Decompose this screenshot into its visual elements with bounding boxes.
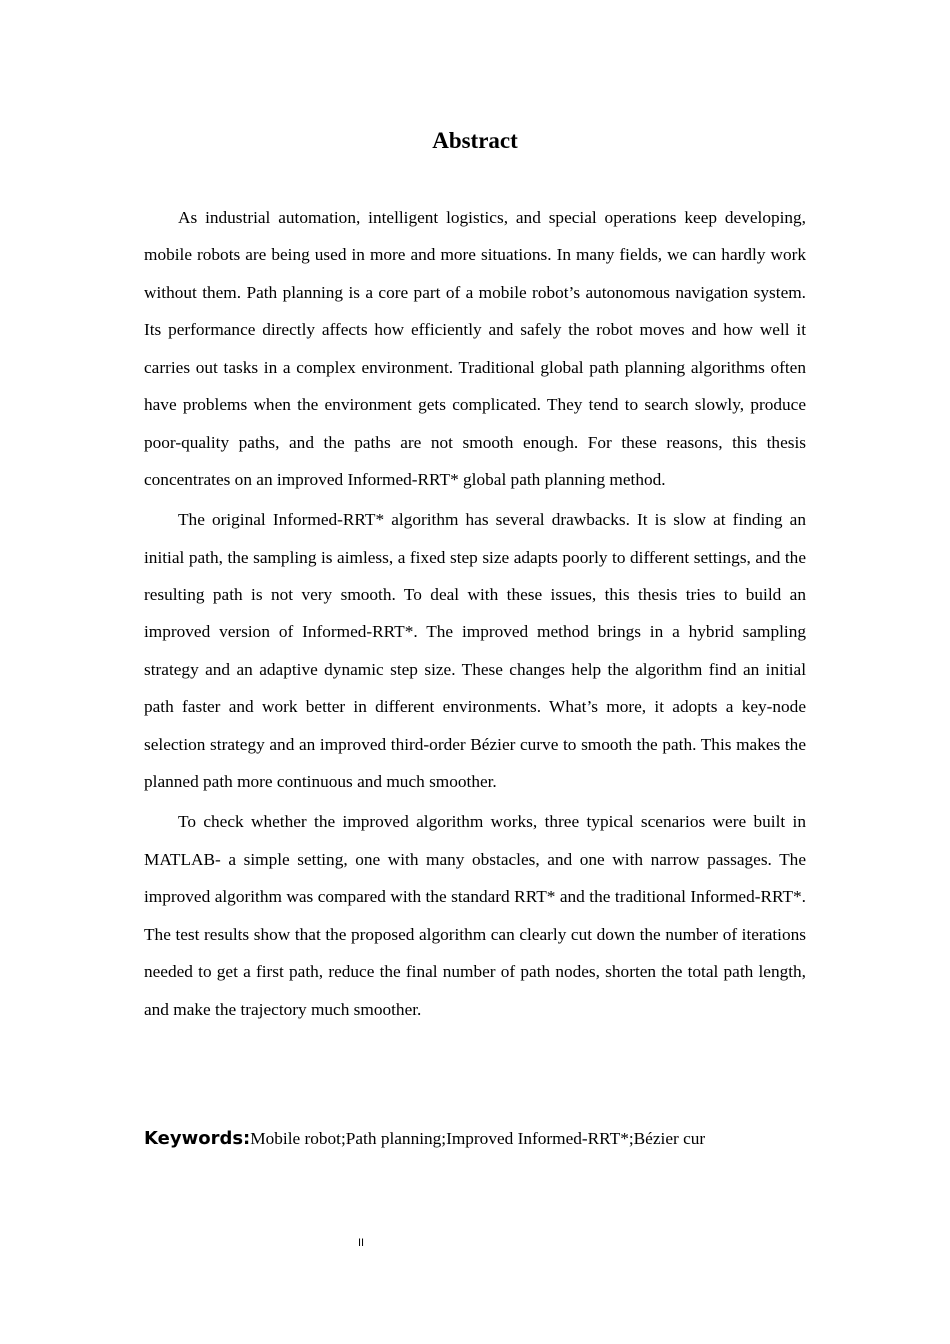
abstract-body (144, 199, 806, 1030)
page-number: II (358, 1237, 365, 1249)
keywords-label: Keywords: (144, 1128, 251, 1149)
abstract-paragraph-1: As industrial automation, intelligent logistics, and special operations keep developing, mobile robots are being used in more and more situations. In many fields, we can hardly work without them. Path planning is a core part of a mobile robot’s autonomous navigation system. Its performance directly affects how efficiently and safely the robot moves and how well it carries out tasks in a complex environment. Traditional global path planning algorithms often have problems when the environment gets complicated. They tend to search slowly, produce poor-quality paths, and the paths are not smooth enough. For these reasons, this thesis concentrates on an improved Informed-RRT* global path planning method. (144, 208, 806, 490)
page-title: Abstract (432, 128, 518, 153)
abstract-paragraph-3: To check whether the improved algorithm works, three typical scenarios were built in MATLAB- a simple setting, one with many obstacles, and one with narrow passages. The improved algorithm was compared with the standard RRT* and the traditional Informed-RRT*. The test results show that the proposed algorithm can clearly cut down the number of iterations needed to get a first path, reduce the final number of path nodes, shorten the total path length, and make the trajectory much smoother. (144, 812, 806, 1019)
keywords-line (144, 1124, 844, 1154)
abstract-paragraph-2: The original Informed-RRT* algorithm has several drawbacks. It is slow at finding an initial path, the sampling is aimless, a fixed step size adapts poorly to different settings, and the resulting path is not very smooth. To deal with these issues, this thesis tries to build an improved version of Informed-RRT*. The improved method brings in a hybrid sampling strategy and an adaptive dynamic step size. These changes help the algorithm find an initial path faster and work better in different environments. What’s more, it adopts a key-node selection strategy and an improved third-order Bézier curve to smooth the path. This makes the planned path more continuous and much smoother. (144, 510, 806, 792)
keywords-text: Mobile robot;Path planning;Improved Informed-RRT*;Bézier cur (250, 1129, 706, 1148)
